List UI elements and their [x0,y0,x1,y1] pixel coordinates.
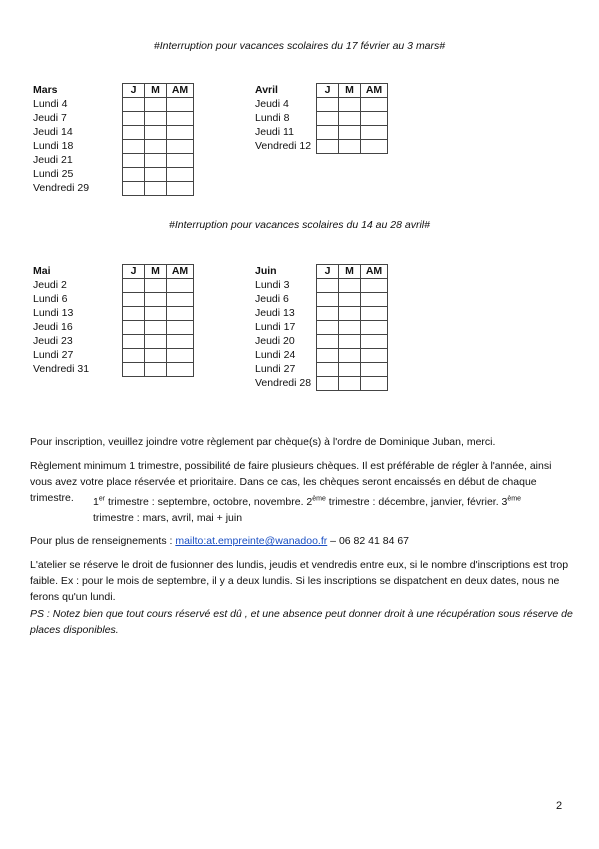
row-label: Lundi 4 [33,98,68,110]
col-j: J [123,265,145,279]
table-juin [253,264,388,391]
j-cell[interactable] [123,154,145,168]
m-cell[interactable] [339,321,361,335]
t1-sup: er [98,495,106,503]
col-j: J [317,84,339,98]
table-row [253,112,388,126]
m-cell[interactable] [339,140,361,154]
am-cell[interactable] [167,293,194,307]
table-row [253,335,388,349]
col-am: AM [361,265,388,279]
am-cell[interactable] [167,363,194,377]
table-row [253,98,388,112]
t3-sup: ème [507,495,522,503]
row-label: Lundi 8 [255,112,290,124]
row-label: Lundi 27 [33,349,74,361]
m-cell[interactable] [145,182,167,196]
contact-separator: – [327,535,339,547]
table-mai [31,264,194,377]
col-m: M [339,265,361,279]
vacation-note-2: #Interruption pour vacances scolaires du 14 au 28 avril# [169,219,430,231]
row-label: Lundi 24 [255,349,296,361]
am-cell[interactable] [361,335,388,349]
table-row [31,307,194,321]
table-row [253,349,388,363]
j-cell[interactable] [317,307,339,321]
table-row [31,140,194,154]
am-cell[interactable] [361,363,388,377]
vacation-note-1: #Interruption pour vacances scolaires du 17 février au 3 mars# [153,40,446,52]
table-title: Mars [33,84,58,96]
j-cell[interactable] [317,112,339,126]
j-cell[interactable] [123,307,145,321]
reglement-text: Règlement minimum 1 trimestre, possibilité de faire plusieurs chèques. Il est préférable de régler à l'année, ainsi vous avez votre place réservée et prioritaire. Dans ce cas, les chèques seront encaissés en début de chaque trimestre. [30,460,552,504]
inscription-text: Pour inscription, veuillez joindre votre règlement par chèque(s) à l'ordre de Dominique Juban, merci. [30,436,496,448]
table-row [253,126,388,140]
m-cell[interactable] [339,126,361,140]
m-cell[interactable] [145,154,167,168]
row-label: Jeudi 23 [33,335,73,347]
row-label: Jeudi 21 [33,154,73,166]
m-cell[interactable] [145,112,167,126]
email-link[interactable]: mailto:at.empreinte@wanadoo.fr [175,535,328,547]
row-label: Jeudi 13 [255,307,295,319]
table-row [31,126,194,140]
j-cell[interactable] [123,335,145,349]
am-cell[interactable] [167,321,194,335]
m-cell[interactable] [145,168,167,182]
j-cell[interactable] [317,140,339,154]
am-cell[interactable] [361,126,388,140]
m-cell[interactable] [145,307,167,321]
table-row [253,321,388,335]
row-label: Vendredi 12 [255,140,312,152]
j-cell[interactable] [317,363,339,377]
j-cell[interactable] [123,126,145,140]
row-label: Lundi 17 [255,321,296,333]
t1-text: trimestre : septembre, octobre, novembre. [105,496,307,508]
j-cell[interactable] [317,321,339,335]
col-m: M [145,84,167,98]
am-cell[interactable] [167,279,194,293]
m-cell[interactable] [145,349,167,363]
m-cell[interactable] [145,140,167,154]
am-cell[interactable] [361,377,388,391]
table-row [31,168,194,182]
j-cell[interactable] [123,140,145,154]
j-cell[interactable] [317,293,339,307]
col-am: AM [167,265,194,279]
row-label: Vendredi 31 [33,363,90,375]
row-label: Jeudi 4 [255,98,289,110]
table-row [31,349,194,363]
row-label: Jeudi 7 [33,112,67,124]
table-row [31,321,194,335]
t3-text: trimestre : mars, avril, mai + juin [93,512,243,524]
row-label: Lundi 13 [33,307,74,319]
row-label: Jeudi 16 [33,321,73,333]
m-cell[interactable] [339,307,361,321]
table-row [31,335,194,349]
am-cell[interactable] [167,335,194,349]
table-row [253,279,388,293]
am-cell[interactable] [167,349,194,363]
m-cell[interactable] [145,126,167,140]
am-cell[interactable] [167,98,194,112]
table-mars [31,83,194,196]
row-label: Lundi 6 [33,293,68,305]
m-cell[interactable] [145,279,167,293]
row-label: Lundi 3 [255,279,290,291]
row-label: Jeudi 14 [33,126,73,138]
t2-sup: ème [312,495,326,503]
t2-num: 2 [306,496,313,508]
table-row [253,377,388,391]
row-label: Jeudi 20 [255,335,295,347]
atelier-text: L'atelier se réserve le droit de fusionner des lundis, jeudis et vendredis entre eux, si le nombre d'inscriptions est trop faible. Ex : pour le mois de septembre, il y a deux lundis. Si les inscriptions se dispatchent en deux dates, nous ne ferons qu'un lundi. [30,559,569,603]
col-j: J [317,265,339,279]
am-cell[interactable] [167,126,194,140]
row-label: Vendredi 29 [33,182,90,194]
table-row [31,279,194,293]
t3-num: 3 [501,496,508,508]
m-cell[interactable] [339,98,361,112]
j-cell[interactable] [123,363,145,377]
am-cell[interactable] [361,349,388,363]
page-number: 2 [556,800,563,812]
j-cell[interactable] [123,168,145,182]
m-cell[interactable] [339,335,361,349]
table-row [31,182,194,196]
table-title: Juin [255,265,277,277]
col-am: AM [361,84,388,98]
table-row [253,293,388,307]
j-cell[interactable] [317,349,339,363]
table-row [31,293,194,307]
j-cell[interactable] [123,98,145,112]
phone-number: 06 82 41 84 67 [338,535,410,547]
am-cell[interactable] [167,154,194,168]
contact-line [30,533,575,549]
j-cell[interactable] [123,182,145,196]
col-m: M [145,265,167,279]
j-cell[interactable] [123,112,145,126]
am-cell[interactable] [361,140,388,154]
table-row [31,363,194,377]
j-cell[interactable] [123,321,145,335]
am-cell[interactable] [167,307,194,321]
j-cell[interactable] [317,98,339,112]
row-label: Lundi 25 [33,168,74,180]
ps-text: PS : Notez bien que tout cours réservé est dû , et une absence peut donner droit à une récupération sous réserve de places disponibles. [30,608,573,636]
t1-num: 1 [93,496,99,508]
table-avril [253,83,388,154]
j-cell[interactable] [123,349,145,363]
m-cell[interactable] [339,363,361,377]
am-cell[interactable] [167,112,194,126]
t2-text: trimestre : décembre, janvier, février. [325,496,502,508]
am-cell[interactable] [361,279,388,293]
m-cell[interactable] [339,112,361,126]
table-row [253,140,388,154]
col-j: J [123,84,145,98]
am-cell[interactable] [167,182,194,196]
am-cell[interactable] [361,112,388,126]
row-label: Jeudi 2 [33,279,67,291]
table-row [253,307,388,321]
j-cell[interactable] [123,293,145,307]
row-label: Jeudi 11 [255,126,294,138]
am-cell[interactable] [167,168,194,182]
table-title: Mai [33,265,51,277]
table-title: Avril [255,84,278,96]
m-cell[interactable] [145,321,167,335]
j-cell[interactable] [317,126,339,140]
row-label: Lundi 18 [33,140,74,152]
row-label: Jeudi 6 [255,293,289,305]
am-cell[interactable] [361,321,388,335]
m-cell[interactable] [145,98,167,112]
table-row [31,98,194,112]
j-cell[interactable] [317,377,339,391]
table-row [31,154,194,168]
j-cell[interactable] [317,335,339,349]
row-label: Lundi 27 [255,363,296,375]
am-cell[interactable] [361,98,388,112]
col-am: AM [167,84,194,98]
m-cell[interactable] [145,363,167,377]
table-row [31,112,194,126]
am-cell[interactable] [361,293,388,307]
m-cell[interactable] [339,349,361,363]
j-cell[interactable] [317,279,339,293]
m-cell[interactable] [145,293,167,307]
table-row [253,363,388,377]
contact-prefix: Pour plus de renseignements : [30,535,176,547]
m-cell[interactable] [339,293,361,307]
col-m: M [339,84,361,98]
m-cell[interactable] [339,279,361,293]
row-label: Vendredi 28 [255,377,312,389]
m-cell[interactable] [145,335,167,349]
m-cell[interactable] [339,377,361,391]
am-cell[interactable] [361,307,388,321]
am-cell[interactable] [167,140,194,154]
j-cell[interactable] [123,279,145,293]
trimestres-text [93,494,543,526]
